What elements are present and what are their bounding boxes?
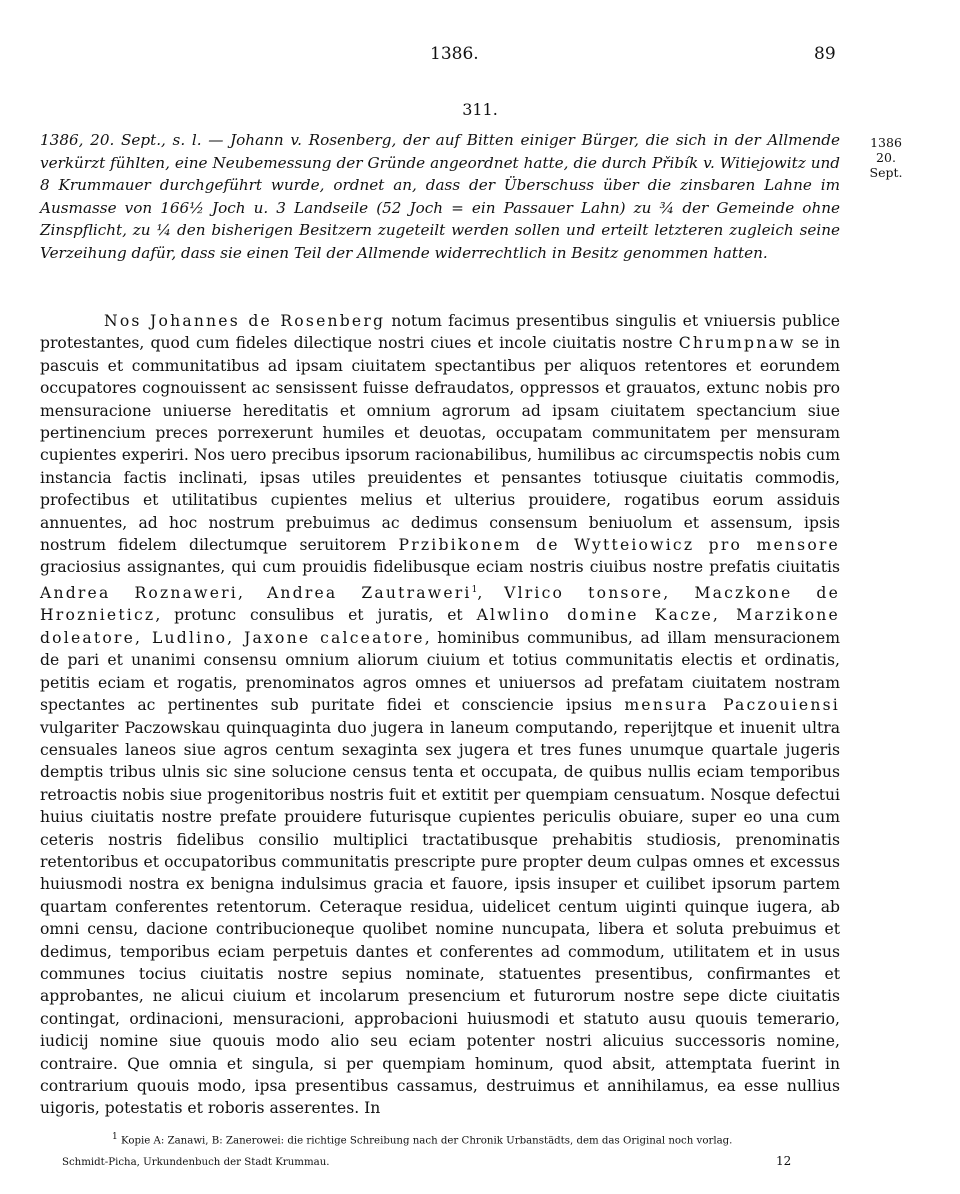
place-name: Chrumpnaw (678, 334, 796, 353)
surveyor-name: Przibikonem de Wytteiowicz pro mensore (398, 536, 840, 555)
document-number: 311. (462, 100, 498, 119)
printer-signature: 12 (776, 1154, 792, 1168)
source-line: Schmidt-Picha, Urkundenbuch der Stadt Krummau. (62, 1157, 330, 1168)
footnote (112, 1130, 852, 1148)
footnote-text: Kopie A: Zanawi, B: Zanerowei: die richtige Schreibung nach der Chronik Urbanstädts, dem das Original noch vorlag. (120, 1135, 733, 1147)
footnote-reference: 1 (471, 584, 478, 595)
regest-text: 1386, 20. Sept., s. l. — Johann v. Rosenberg, der auf Bitten einiger Bürger, die sich in der Allmende verkürzt fühlten, eine Neubemessung der Gründe angeordnet hatte, die durch Přibík v. Witiejowitz und 8 Krummauer durchgeführt wurde, ordnet an, dass der Überschuss über die zinsbaren Lahne im Ausmasse von 166½ Joch u. 3 Landseile (52 Joch = ein Passauer Lahn) zu ¾ der Gemeinde ohne Zinspflicht, zu ¼ den bisherigen Besitzern zugeteilt werden sollen und erteilt letzteren zugleich seine Verzeihung dafür, dass sie einen Teil der Allmende widerrechtlich in Besitz genommen hatten. (40, 131, 840, 262)
person-name: Andrea Roznaweri, (40, 584, 246, 603)
page-number: 89 (814, 44, 836, 64)
issuer-name: Nos Johannes de Rosenberg (104, 312, 386, 330)
charter-text (40, 310, 840, 1120)
regest-summary (40, 129, 840, 264)
measure-name: mensura Paczouiensi (624, 696, 840, 715)
charter-paragraph: Nos Johannes de Rosenberg notum facimus presentibus singulis et vniuersis publice protestantes, quod cum fideles dilectique nostri ciues et incole ciuitatis nostre Chrumpnaw se in pascuis et communitatibus ad ipsam ciuitatem spectantibus per aliquos retentores et eorundem occupatores cognouissent ac sensissent fuisse defraudatos, oppressos et grauatos, extunc nobis pro mensuracione uniuerse hereditatis et omnium agrorum ad ipsam ciuitatem spectancium siue pertinencium preces porrexerunt humiles et deuotas, occupatam communitatem per mensuram cupientes experiri. Nos uero precibus ipsorum racionabilibus, humilibus ac circumspectis nobis cum instancia factis inclinati, ipsas utiles preuidentes et pensantes totiusque ciuitatis commodis, profectibus et utilitatibus cupientes melius et ulterius prouidere, rogatibus eorum assiduis annuentes, ad hoc nostrum prebuimus ac dedimus consensum beniuolum et assensum, ipsis nostrum fidelem dilectumque seruitorem Przibikonem de Wytteiowicz pro mensore graciosius assignantes, qui cum prouidis fidelibusque eciam nostris ciuibus nostre prefatis ciuitatis Andrea Roznaweri, Andrea Zautraweri$^1$, Vlrico tonsore, Maczkone de Hroznieticz, protunc consulibus et juratis, et Alwlino domine Kacze, Marzikone doleatore, Ludlino, Jaxone calceatore, hominibus communibus, ad illam mensuracionem de pari et unanimi consensu omnium aliorum ciuium et totius communitatis electis et ordinatis, petitis eciam et rogatis, prenominatos agros omnes et uniuersos ad prefatam ciuitatem nostram spectantes ac pertinentes sub puritate fidei et consciencie ipsius mensura Paczouiensi vulgariter Paczowskau quinquaginta duo jugera in laneum computando, reperijtque et inuenit ultra censuales laneos siue agros centum sexaginta sex jugera et tres funes unumque quartale jugeris demptis tribus ulnis sic sine solucione census tenta et occupata, de quibus nullis eciam temporibus retroactis nobis siue progenitoribus nostris fuit et extitit per quempiam censuatum. Nosque defectui huius ciuitatis nostre prefate prouidere futurisque cupientes periculis obuiare, super eo una cum ceteris nostris fidelibus consilio multiplici tractatibusque prehabitis studiosis, prenominatis retentoribus et occupatoribus communitatis prescripte pure propter deum culpas omnes et excessus huiusmodi nostra ex benigna indulsimus gracia et fauore, ipsis insuper et cuilibet ipsorum partem quartam conferentes retentorum. Ceteraque residua, uidelicet centum uiginti quinque iugera, ab omni censu, dacione contribucioneque quolibet nomine nuncupata, libera et soluta prebuimus et dedimus, temporibus eciam perpetuis dantes et conferentes ad commodum, utilitatem et in usus communes tocius ciuitatis nostre sepius nominate, statuentes presentibus, confirmantes et approbantes, ne alicui ciuium et incolarum presencium et futurorum nostre sepe dicte ciuitatis contingat, ordinacioni, mensuracioni, approbacioni huiusmodi et statuto ausu quouis temerario, iudicij nomine siue quouis modo alio seu eciam potenter nostri alicuius successoris nomine, contraire. Que omnia et singula, si per quempiam hominum, quod absit, attemptata fuerint in contrarium quouis modo, ipsa presentibus cassamus, destruimus et annihilamus, ea esse nullius uigoris, potestatis et roboris asserentes. In (40, 312, 841, 1118)
running-head-year: 1386. (430, 44, 479, 64)
footnote-marker: 1 (112, 1132, 118, 1142)
person-name: Alwlino domine Kacze, Marzikone doleatore, Ludlino, Jaxone calceatore (40, 606, 840, 647)
person-name: Andrea Zautraweri (266, 584, 472, 603)
marginal-day: 20. Sept. (869, 150, 903, 180)
marginal-date (858, 135, 914, 180)
marginal-year: 1386 (870, 135, 902, 150)
person-name: Vlrico tonsore, Maczkone de Hroznieticz (40, 584, 840, 625)
